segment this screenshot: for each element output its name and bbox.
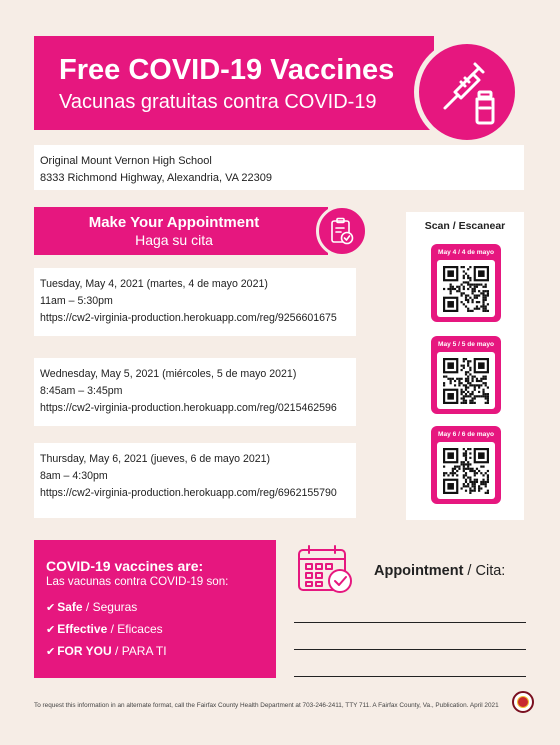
appointment-title: Make Your Appointment	[88, 214, 260, 231]
qr-code-panel	[406, 212, 524, 520]
location-box	[34, 145, 524, 190]
benefits-title: COVID-19 vaccines are:	[46, 558, 204, 574]
slot-url-link[interactable]: https://cw2-virginia-production.herokuapp.com/reg/6962155790	[40, 487, 337, 499]
appointment-line-1[interactable]	[294, 622, 526, 623]
qr-code-icon	[443, 266, 489, 312]
county-seal-icon	[512, 691, 534, 713]
qr-label: May 5 / 5 de mayo	[437, 341, 495, 348]
page-title: Free COVID-19 Vaccines	[59, 54, 395, 86]
clipboard-check-icon	[316, 205, 368, 257]
qr-card-may-5[interactable]	[431, 336, 501, 414]
checkmark-icon: ✔	[46, 602, 56, 614]
appointment-slot-1	[34, 268, 356, 336]
header-banner	[34, 36, 434, 130]
slot-time: 8am – 4:30pm	[40, 470, 108, 482]
location-name: Original Mount Vernon High School	[40, 155, 212, 167]
footer-text: To request this information in an alternate format, call the Fairfax County Health Department at 703-246-2411, TTY 711. A Fairfax County, Va., Publication. April 2021	[34, 702, 499, 709]
slot-time: 11am – 5:30pm	[40, 295, 113, 307]
slot-date: Wednesday, May 5, 2021 (miércoles, 5 de mayo 2021)	[40, 368, 297, 380]
benefit-item-effective: ✔ Effective / Eficaces	[46, 622, 163, 636]
benefit-item-safe: ✔ Safe / Seguras	[46, 600, 138, 614]
benefits-subtitle: Las vacunas contra COVID-19 son:	[46, 575, 229, 588]
qr-code-icon	[443, 358, 489, 404]
location-address: 8333 Richmond Highway, Alexandria, VA 22309	[40, 172, 272, 184]
appointment-line-3[interactable]	[294, 676, 526, 677]
page-subtitle: Vacunas gratuitas contra COVID-19	[59, 91, 377, 113]
appointment-line-2[interactable]	[294, 649, 526, 650]
qr-code-icon	[443, 448, 489, 494]
checkmark-icon: ✔	[46, 624, 56, 636]
appointment-subtitle: Haga su cita	[135, 232, 213, 248]
checkmark-icon: ✔	[46, 646, 56, 658]
benefit-item-for-you: ✔ FOR YOU / PARA TI	[46, 644, 167, 658]
slot-date: Thursday, May 6, 2021 (jueves, 6 de mayo 2021)	[40, 453, 271, 465]
qr-label: May 4 / 4 de mayo	[437, 249, 495, 256]
syringe-vial-icon	[415, 40, 519, 144]
appointment-banner	[34, 207, 328, 255]
appointment-slot-2	[34, 358, 356, 426]
appointment-slot-3	[34, 443, 356, 518]
scan-title: Scan / Escanear	[424, 220, 506, 232]
benefits-box	[34, 540, 276, 678]
slot-url-link[interactable]: https://cw2-virginia-production.herokuapp.com/reg/0215462596	[40, 402, 337, 414]
slot-date: Tuesday, May 4, 2021 (martes, 4 de mayo 2021)	[40, 278, 268, 290]
appointment-form-label: Appointment / Cita:	[374, 563, 506, 579]
qr-card-may-4[interactable]	[431, 244, 501, 322]
slot-url-link[interactable]: https://cw2-virginia-production.herokuapp.com/reg/9256601675	[40, 312, 337, 324]
calendar-check-icon	[296, 543, 358, 604]
qr-card-may-6[interactable]	[431, 426, 501, 504]
slot-time: 8:45am – 3:45pm	[40, 385, 123, 397]
qr-label: May 6 / 6 de mayo	[437, 431, 495, 438]
